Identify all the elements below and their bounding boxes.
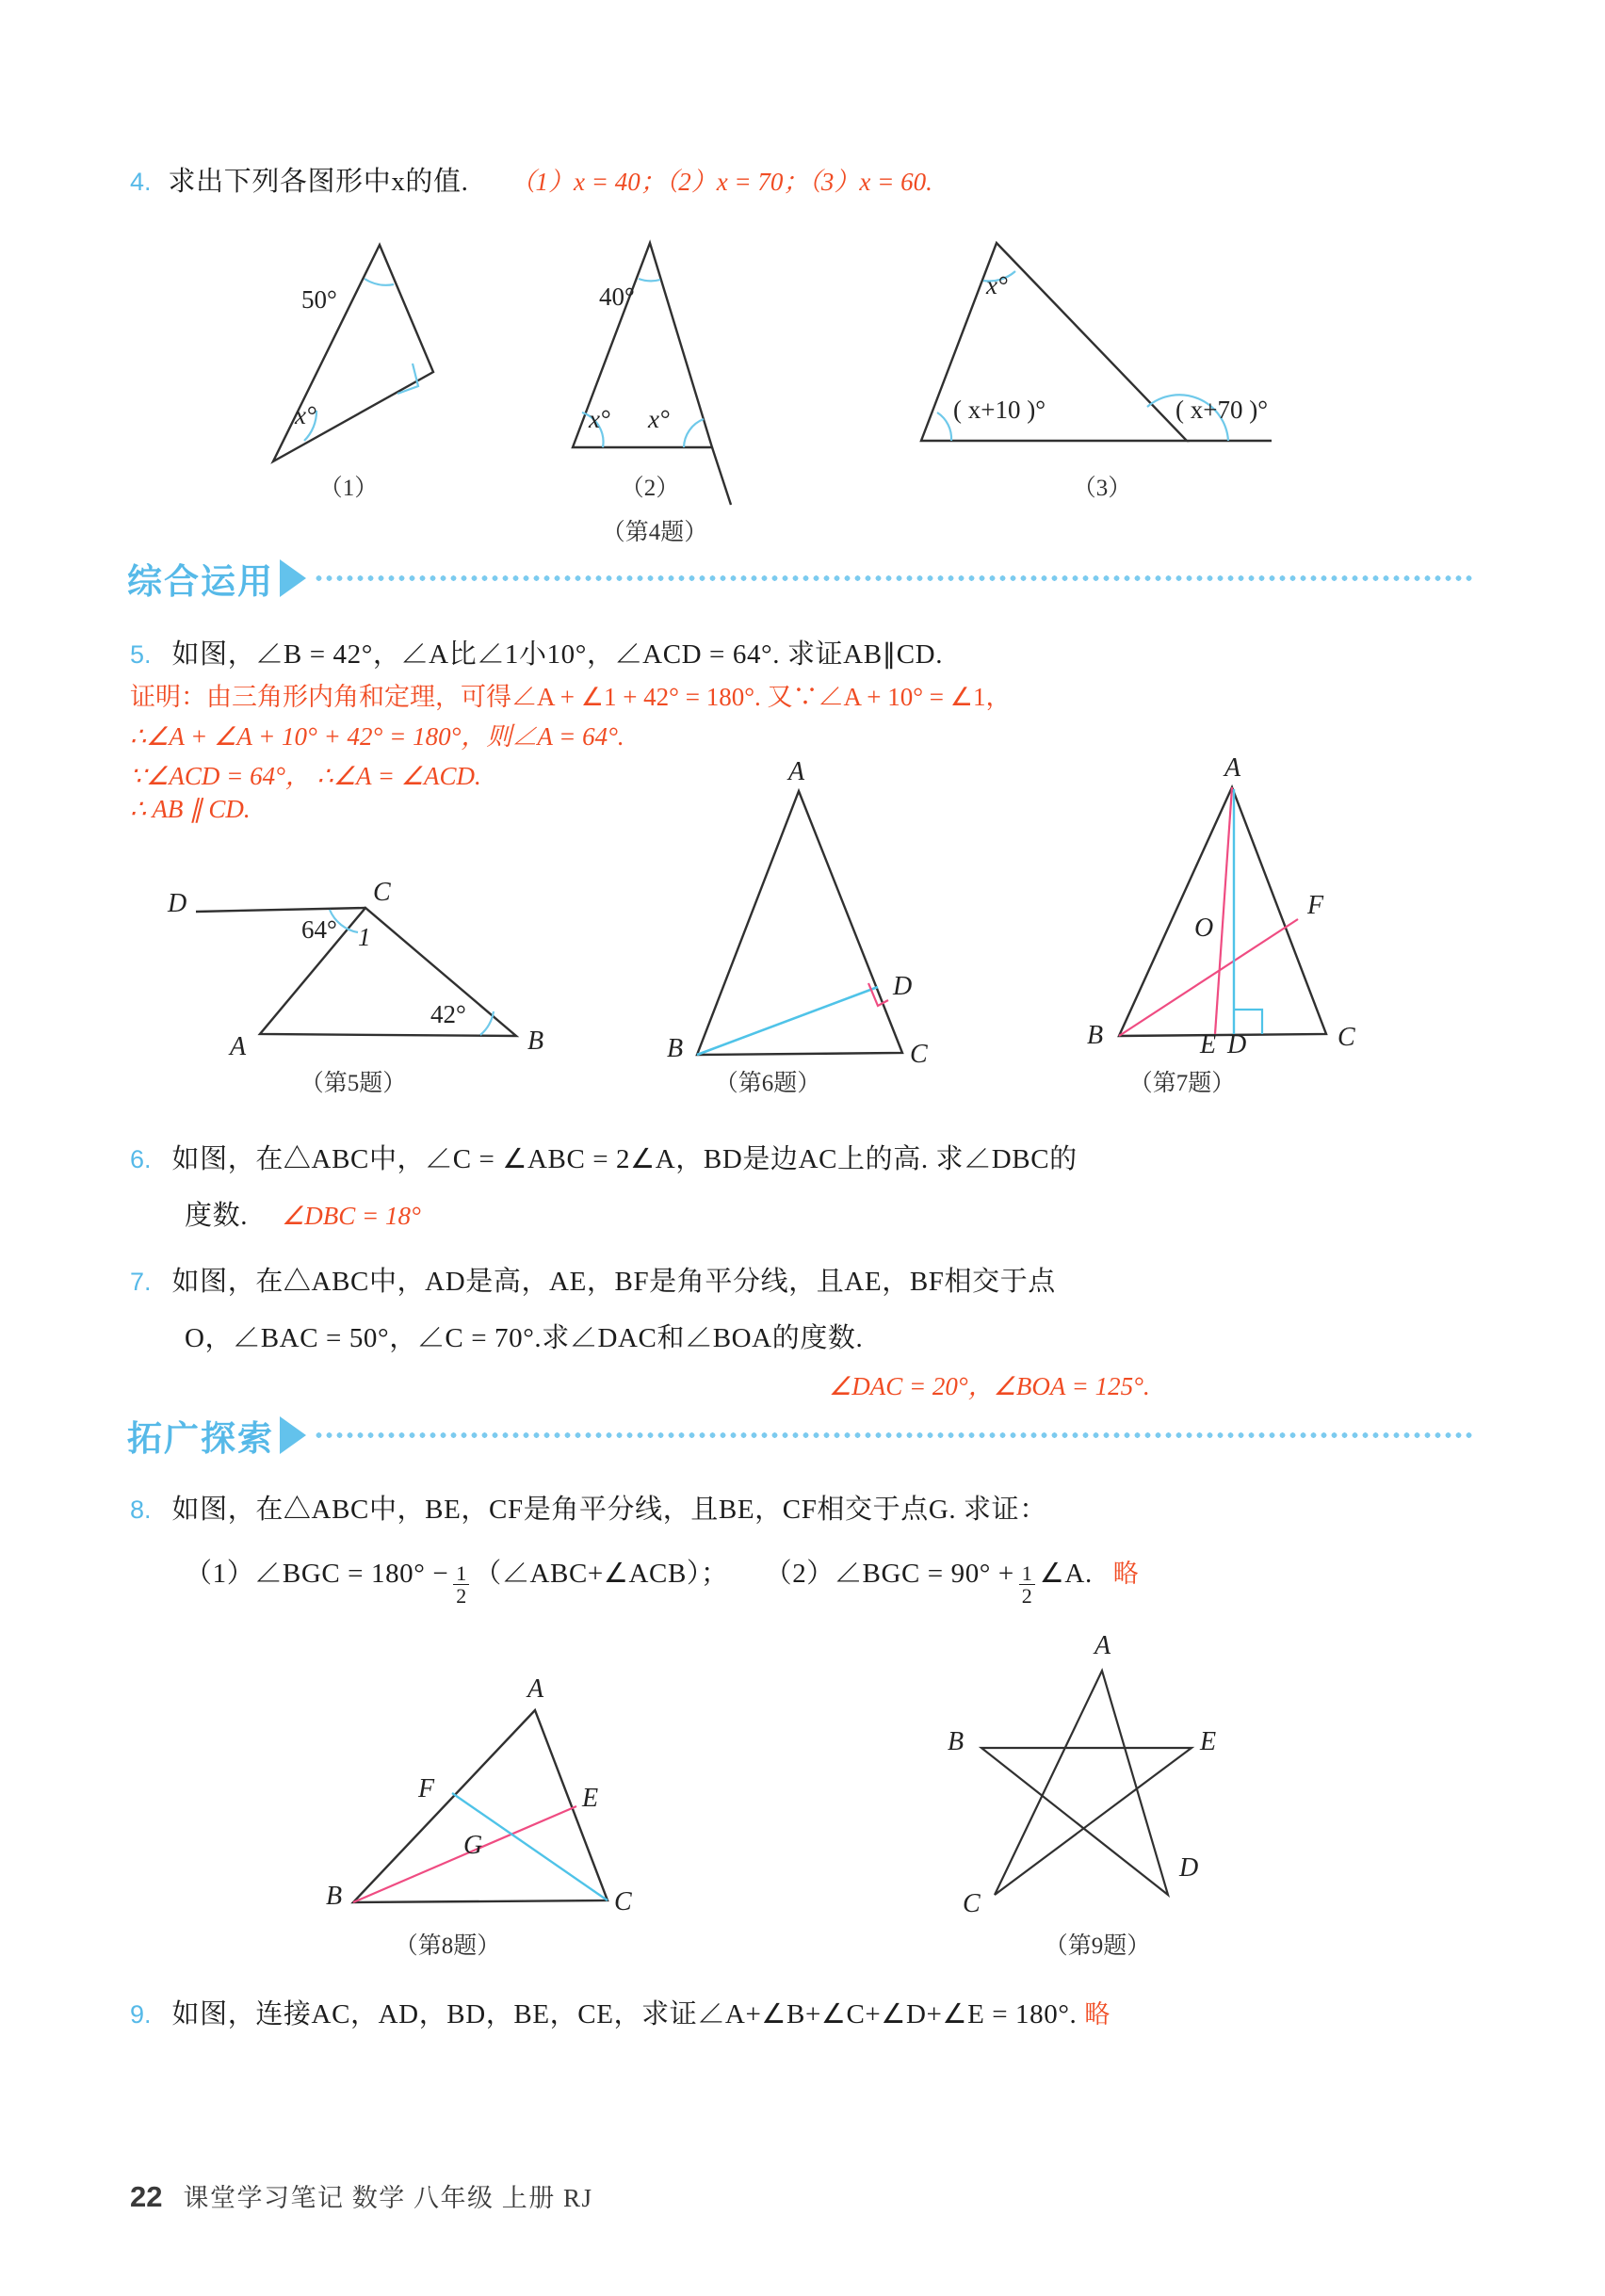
question-7-answer: ∠DAC = 20°，∠BOA = 125°.	[829, 1372, 1150, 1400]
figure-9-label-A: A	[1094, 1631, 1111, 1660]
question-5-number: 5.	[130, 640, 152, 669]
figure-4-3-angle-top: x°	[986, 271, 1008, 299]
question-5-heading	[130, 633, 943, 671]
figure-5-label-C: C	[373, 878, 391, 907]
figure-8-label-A: A	[527, 1674, 544, 1704]
figure-9-label-E: E	[1200, 1727, 1217, 1756]
figure-7-label-A: A	[1224, 753, 1241, 783]
figure-7-label-B: B	[1087, 1021, 1104, 1050]
figure-6	[659, 752, 942, 1069]
figure-4-1-angle-bottom: x°	[295, 401, 316, 429]
question-6-line-2	[185, 1194, 421, 1233]
figure-7	[1074, 752, 1385, 1062]
figure-4-3-caption: （3）	[1072, 476, 1132, 501]
figure-4-2-angle-right: x°	[648, 405, 670, 433]
question-7-text-line-1: 如图，在△ABC中，AD是高，AE，BF是角平分线，且AE，BF相交于点	[171, 1267, 1056, 1297]
figure-5-label-A: A	[230, 1032, 247, 1061]
section-header-comprehensive-label: 综合运用	[127, 562, 274, 601]
section-header-comprehensive	[127, 554, 1474, 603]
question-4-figure-caption: （第4题）	[601, 520, 708, 545]
figure-6-label-D: D	[893, 972, 913, 1001]
figure-6-caption: （第6题）	[714, 1071, 821, 1096]
figure-6-label-C: C	[910, 1040, 928, 1069]
figure-9-label-C: C	[963, 1889, 981, 1918]
question-6-heading	[130, 1138, 1078, 1176]
figure-7-label-O: O	[1194, 914, 1214, 943]
figure-5	[170, 848, 565, 1064]
question-7-heading	[130, 1260, 1056, 1299]
question-8-sub1-numerator: 1	[456, 1561, 467, 1585]
figure-4-2-angle-left: x°	[589, 405, 610, 433]
figure-4-3	[876, 226, 1272, 480]
figure-4-2-caption: （2）	[620, 476, 680, 501]
section-header-expand	[127, 1411, 1474, 1460]
question-8-heading	[130, 1488, 1047, 1527]
figure-5-angle-1: 1	[358, 923, 371, 951]
figure-9-label-B: B	[948, 1727, 965, 1756]
figure-4-3-angle-right: ( x+70 )°	[1175, 396, 1269, 424]
question-4-answer: （1）x = 40；（2）x = 70；（3）x = 60.	[510, 168, 932, 196]
figure-4-2-angle-top: 40°	[599, 283, 635, 311]
figure-6-label-A: A	[788, 757, 805, 786]
question-5-proof-line-2: ∴∠A + ∠A + 10° + 42° = 180°，则∠A = 64°.	[130, 722, 624, 751]
figure-4-1-angle-top: 50°	[301, 285, 337, 314]
footer-page-number: 22	[130, 2180, 163, 2213]
figure-4-1	[252, 226, 460, 480]
figure-6-label-B: B	[667, 1034, 684, 1063]
section-arrow-icon	[280, 559, 306, 597]
figure-4-1-caption: （1）	[318, 476, 379, 501]
question-6-number: 6.	[130, 1145, 152, 1173]
question-4-text: 求出下列各图形中x的值.	[168, 167, 469, 197]
figure-5-angle-B: 42°	[430, 1000, 466, 1028]
question-4-number: 4.	[130, 168, 152, 196]
figure-4-2	[565, 226, 744, 480]
question-8-sub2-denominator: 2	[1019, 1584, 1035, 1607]
question-8-answer: 略	[1112, 1560, 1139, 1588]
figure-8-label-B: B	[326, 1882, 343, 1911]
figure-7-label-F: F	[1307, 891, 1324, 920]
figure-5-label-D: D	[168, 889, 187, 918]
question-7-text-line-2: O，∠BAC = 50°，∠C = 70°.求∠DAC和∠BOA的度数.	[185, 1323, 864, 1353]
question-9-number: 9.	[130, 2000, 152, 2029]
figure-7-label-D: D	[1227, 1030, 1247, 1059]
section-header-expand-label: 拓广探索	[127, 1419, 274, 1458]
figure-9	[923, 1616, 1234, 1917]
figure-7-label-C: C	[1338, 1023, 1355, 1052]
figure-7-caption: （第7题）	[1128, 1071, 1236, 1096]
question-4-heading	[130, 160, 932, 199]
question-6-text-line-2: 度数.	[185, 1201, 249, 1231]
figure-7-label-E: E	[1200, 1030, 1217, 1059]
question-9-text: 如图，连接AC，AD，BD，BE，CE，求证∠A+∠B+∠C+∠D+∠E = 180°.	[171, 1999, 1078, 2029]
question-5-proof-line-3: ∵∠ACD = 64°， ∴∠A = ∠ACD.	[130, 762, 481, 790]
question-8-sub2-prefix: （2）∠BGC = 90° +	[764, 1559, 1014, 1589]
question-8-sub1-prefix: （1）∠BGC = 180° −	[185, 1559, 449, 1589]
figure-8-label-F: F	[418, 1774, 435, 1803]
figure-4-3-angle-left: ( x+10 )°	[953, 396, 1046, 424]
figure-5-angle-C: 64°	[301, 915, 337, 944]
question-9-heading	[130, 1993, 1110, 2031]
section-dotted-rule	[314, 575, 1474, 581]
figure-8-caption: （第8题）	[394, 1933, 501, 1959]
question-8-sub2-suffix: ∠A.	[1039, 1559, 1093, 1589]
question-5-text: 如图，∠B = 42°，∠A比∠1小10°，∠ACD = 64°. 求证AB∥CD.	[171, 639, 944, 670]
question-8-formulas	[185, 1552, 1139, 1609]
question-8-sub1-fraction	[453, 1562, 469, 1607]
figure-9-label-D: D	[1179, 1853, 1199, 1883]
figure-8-label-E: E	[582, 1784, 599, 1813]
question-6-text-line-1: 如图，在△ABC中，∠C = ∠ABC = 2∠A，BD是边AC上的高. 求∠DBC的	[171, 1144, 1078, 1174]
question-8-sub1-suffix: （∠ABC+∠ACB）；	[474, 1559, 729, 1589]
section-arrow-icon-2	[280, 1416, 306, 1454]
figure-8-label-C: C	[614, 1887, 632, 1916]
footer-book-title: 课堂学习笔记 数学 八年级 上册 RJ	[183, 2184, 593, 2212]
section-dotted-rule-2	[314, 1432, 1474, 1438]
question-8-sub1-denominator: 2	[453, 1584, 469, 1607]
page-footer	[130, 2177, 593, 2214]
question-8-sub2-fraction	[1019, 1562, 1035, 1607]
question-6-answer: ∠DBC = 18°	[282, 1202, 421, 1230]
question-5-proof-line-4: ∴ AB ∥ CD.	[130, 795, 251, 823]
question-8-text: 如图，在△ABC中，BE，CF是角平分线，且BE，CF相交于点G. 求证：	[171, 1495, 1047, 1525]
figure-5-caption: （第5题）	[300, 1071, 407, 1096]
question-7-number: 7.	[130, 1268, 152, 1296]
figure-5-label-B: B	[527, 1027, 544, 1056]
question-9-answer: 略	[1084, 2000, 1111, 2029]
question-5-proof-line-1: 证明：由三角形内角和定理，可得∠A + ∠1 + 42° = 180°. 又∵∠A + 10° = ∠1，	[130, 683, 1012, 711]
question-8-number: 8.	[130, 1496, 152, 1524]
question-8-sub2-numerator: 1	[1021, 1561, 1032, 1585]
figure-9-caption: （第9题）	[1044, 1933, 1151, 1959]
figure-8-label-G: G	[463, 1831, 483, 1860]
figure-8	[320, 1625, 631, 1917]
